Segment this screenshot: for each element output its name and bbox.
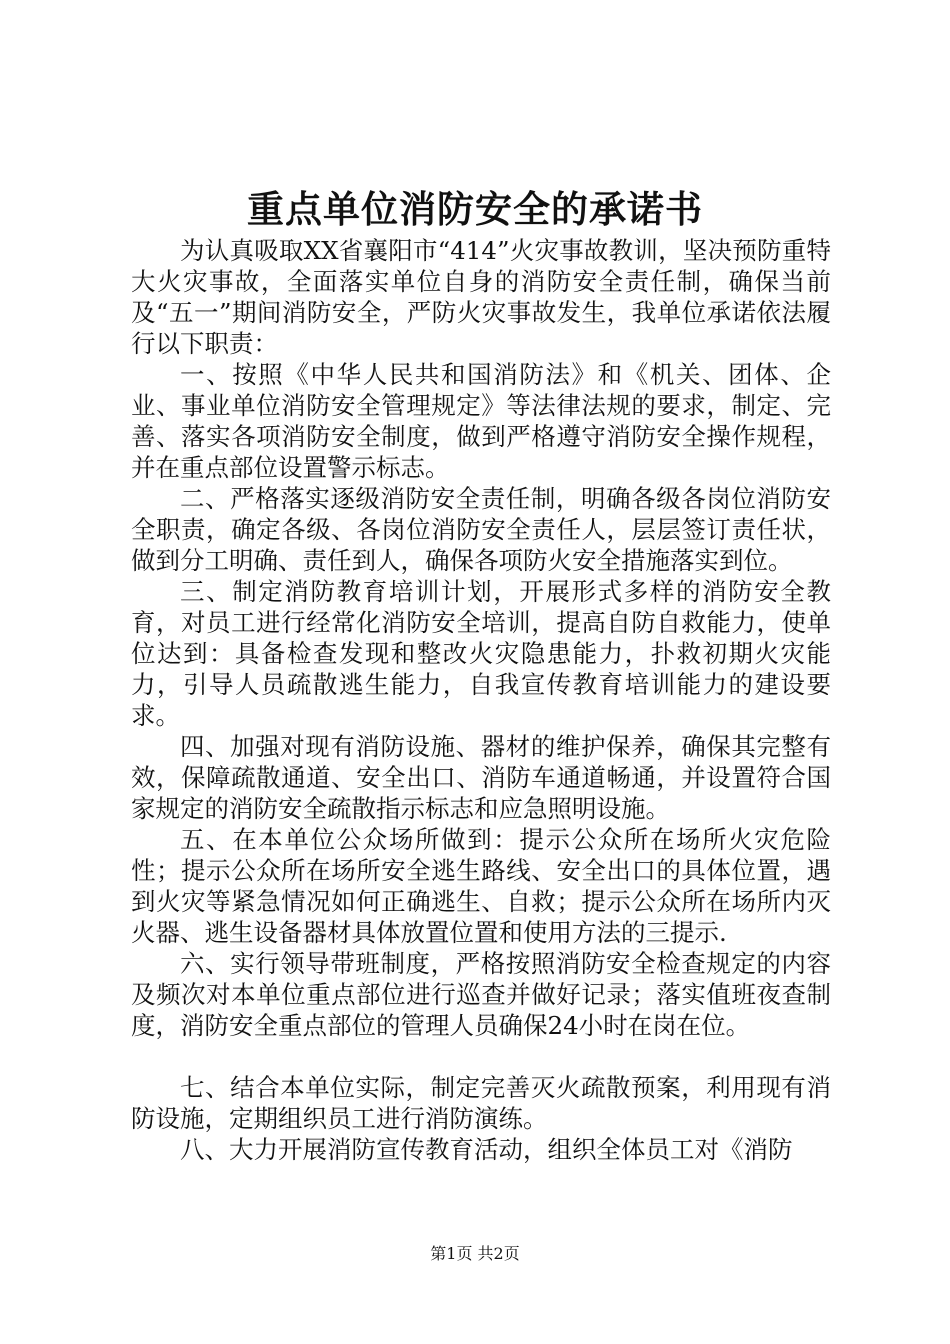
paragraph-item-6: 六、实行领导带班制度，严格按照消防安全检查规定的内容及频次对本单位重点部位进行巡查并做好记录；落实值班夜查制度，消防安全重点部位的管理人员确保24小时在岗在位。 (131, 949, 831, 1040)
paragraph-item-8: 八、大力开展消防宣传教育活动，组织全体员工对《消防 (180, 1135, 793, 1164)
paragraph-item-5: 五、在本单位公众场所做到：提示公众所在场所火灾危险性；提示公众所在场所安全逃生路线、安全出口的具体位置，遇到火灾等紧急情况如何正确逃生、自救；提示公众所在场所内灭火器、逃生设备器材具体放置位置和使用方法的三提示. (131, 825, 831, 947)
paragraph-intro: 为认真吸取XX省襄阳市“414”火灾事故教训，坚决预防重特大火灾事故，全面落实单位自身的消防安全责任制，确保当前及“五一”期间消防安全，严防火灾事故发生，我单位承诺依法履行以下职责： (131, 236, 831, 358)
paragraph-item-2: 二、严格落实逐级消防安全责任制，明确各级各岗位消防安全职责，确定各级、各岗位消防安全责任人，层层签订责任状，做到分工明确、责任到人，确保各项防火安全措施落实到位。 (131, 484, 831, 575)
document-body (131, 235, 831, 1165)
paragraph-item-7: 七、结合本单位实际，制定完善灭火疏散预案，利用现有消防设施，定期组织员工进行消防演练。 (131, 1073, 831, 1133)
document-title: 重点单位消防安全的承诺书 (247, 187, 703, 231)
paragraph-item-4: 四、加强对现有消防设施、器材的维护保养，确保其完整有效，保障疏散通道、安全出口、消防车通道畅通，并设置符合国家规定的消防安全疏散指示标志和应急照明设施。 (131, 732, 831, 823)
paragraph-item-3: 三、制定消防教育培训计划，开展形式多样的消防安全教育，对员工进行经常化消防安全培训，提高自防自救能力，使单位达到：具备检查发现和整改火灾隐患能力，扑救初期火灾能力，引导人员疏散逃生能力，自我宣传教育培训能力的建设要求。 (131, 577, 831, 730)
paragraph-item-1: 一、按照《中华人民共和国消防法》和《机关、团体、企业、事业单位消防安全管理规定》等法律法规的要求，制定、完善、落实各项消防安全制度，做到严格遵守消防安全操作规程，并在重点部位设置警示标志。 (131, 360, 831, 482)
page-footer: 第1页 共2页 (430, 1244, 520, 1263)
paragraph-spacer (131, 1041, 831, 1072)
